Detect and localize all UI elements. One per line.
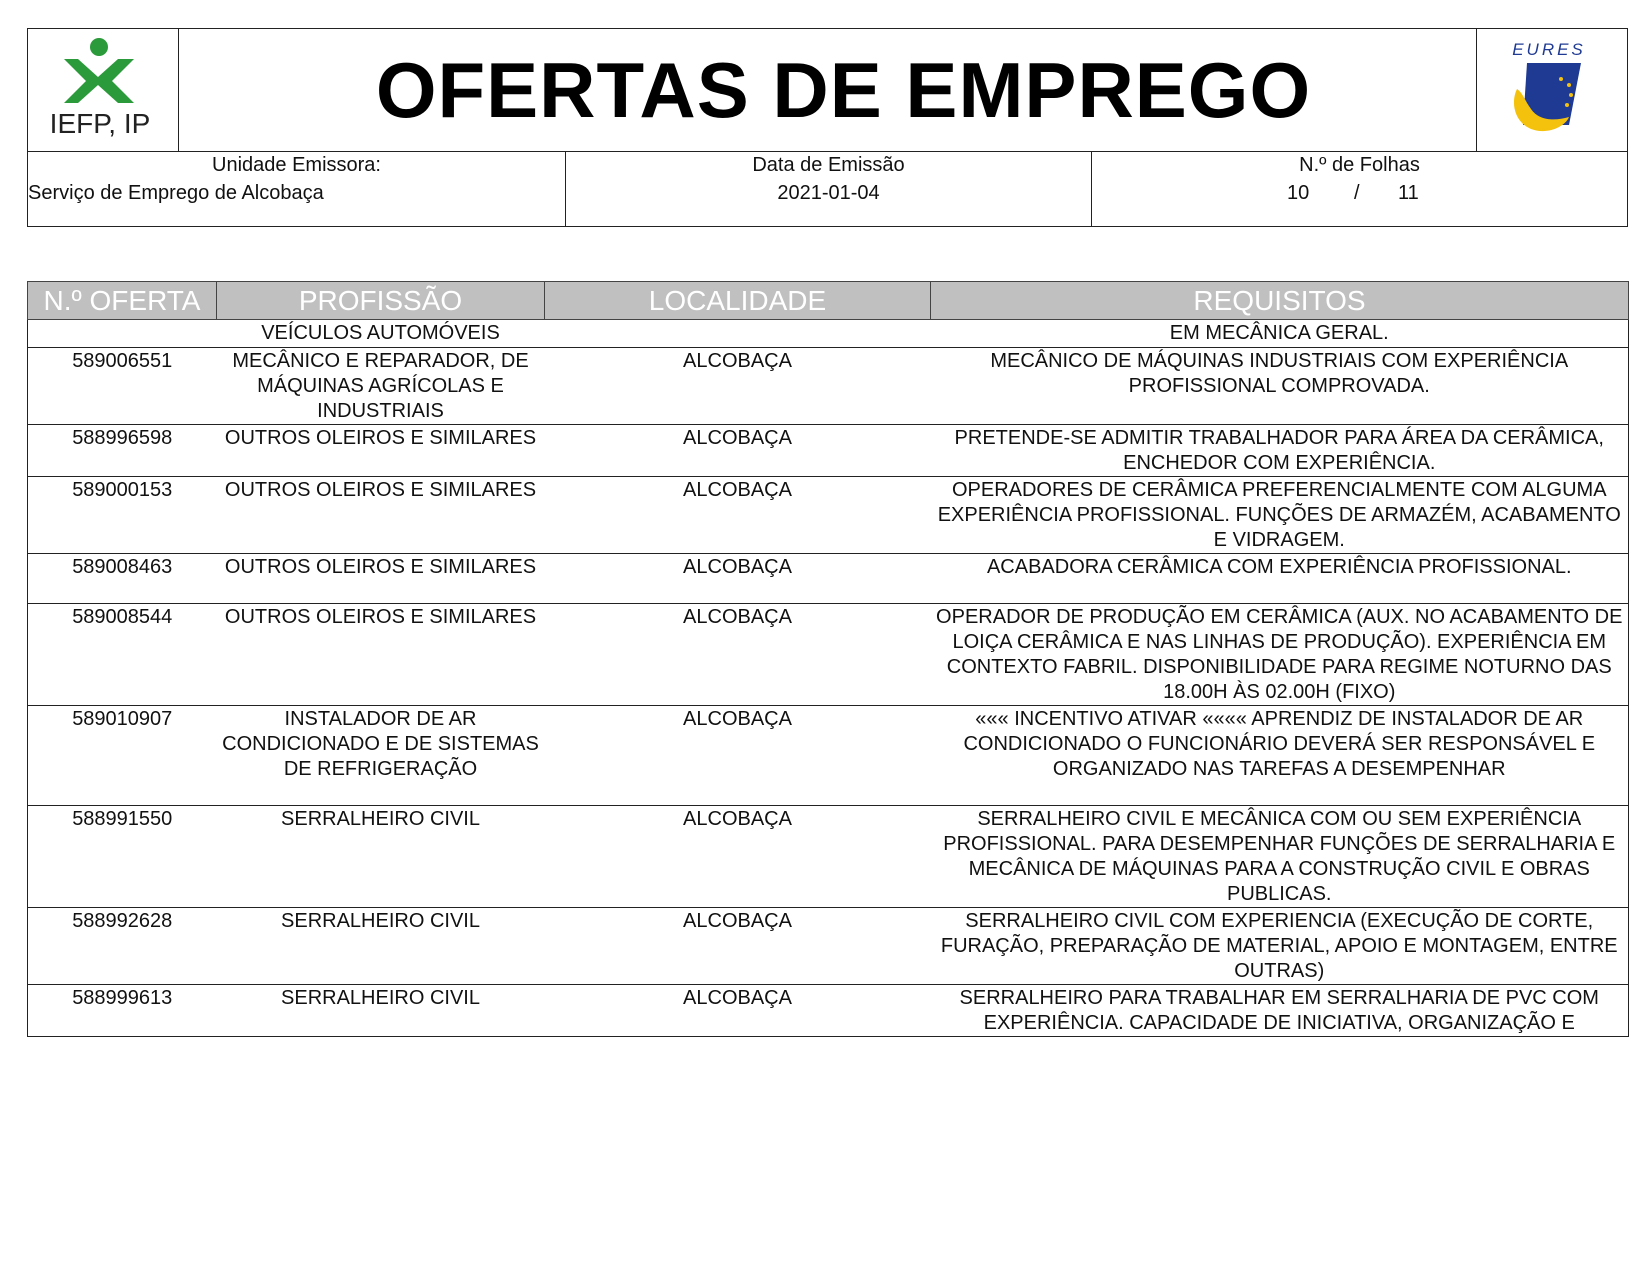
table-row — [28, 348, 1629, 425]
cell-localidade: ALCOBAÇA — [545, 908, 931, 985]
col-header-requisitos: REQUISITOS — [931, 282, 1629, 320]
cell-profissao: SERRALHEIRO CIVIL — [217, 806, 545, 908]
eures-logo-icon — [1477, 29, 1627, 150]
cell-oferta: 588996598 — [28, 425, 217, 477]
table-row — [28, 477, 1629, 554]
data-value: 2021-01-04 — [777, 182, 880, 204]
cell-oferta: 588999613 — [28, 985, 217, 1037]
cell-profissao: OUTROS OLEIROS E SIMILARES — [217, 554, 545, 604]
document-header — [27, 28, 1628, 227]
cell-localidade: ALCOBAÇA — [545, 554, 931, 604]
cell-requisitos: MECÂNICO DE MÁQUINAS INDUSTRIAIS COM EXPERIÊNCIA PROFISSIONAL COMPROVADA. — [931, 348, 1629, 425]
cell-oferta: 589010907 — [28, 706, 217, 806]
cell-requisitos: ACABADORA CERÂMICA COM EXPERIÊNCIA PROFISSIONAL. — [931, 554, 1629, 604]
folha-atual: 10 — [1287, 182, 1310, 204]
page-title: OFERTAS DE EMPREGO — [375, 45, 1312, 134]
cell-profissao: INSTALADOR DE AR CONDICIONADO E DE SISTEMAS DE REFRIGERAÇÃO — [217, 706, 545, 806]
table-row — [28, 320, 1629, 348]
cell-localidade: ALCOBAÇA — [545, 706, 931, 806]
title-box — [179, 29, 1508, 151]
cell-profissao: OUTROS OLEIROS E SIMILARES — [217, 425, 545, 477]
numero-folhas — [1092, 152, 1627, 227]
table-row — [28, 908, 1629, 985]
cell-profissao: SERRALHEIRO CIVIL — [217, 908, 545, 985]
folha-total: 11 — [1398, 182, 1419, 204]
iefp-logo — [28, 29, 179, 151]
cell-localidade: ALCOBAÇA — [545, 985, 931, 1037]
cell-requisitos: OPERADOR DE PRODUÇÃO EM CERÂMICA (AUX. NO ACABAMENTO DE LOIÇA CERÂMICA E NAS LINHAS DE PRODUÇÃO). EXPERIÊNCIA EM CONTEXTO FABRIL. DISPONIBILIDADE PARA REGIME NOTURNO DAS 18.00H ÀS 02.00H (FIXO) — [931, 604, 1629, 706]
cell-oferta: 589008544 — [28, 604, 217, 706]
data-emissao — [566, 152, 1092, 227]
cell-requisitos: ««« INCENTIVO ATIVAR «««« APRENDIZ DE INSTALADOR DE AR CONDICIONADO O FUNCIONÁRIO DEVERÁ SER RESPONSÁVEL E ORGANIZADO NAS TAREFAS A DESEMPENHAR — [931, 706, 1629, 806]
cell-localidade: ALCOBAÇA — [545, 477, 931, 554]
eures-logo — [1476, 29, 1627, 151]
cell-oferta: 588991550 — [28, 806, 217, 908]
unidade-label: Unidade Emissora: — [212, 154, 381, 176]
unidade-emissora — [28, 152, 566, 227]
iefp-logo-icon — [28, 29, 178, 150]
folhas-label: N.º de Folhas — [1299, 154, 1420, 176]
cell-profissao: SERRALHEIRO CIVIL — [217, 985, 545, 1037]
cell-localidade: ALCOBAÇA — [545, 348, 931, 425]
folha-sep: / — [1354, 182, 1360, 204]
table-row — [28, 985, 1629, 1037]
cell-requisitos: OPERADORES DE CERÂMICA PREFERENCIALMENTE COM ALGUMA EXPERIÊNCIA PROFISSIONAL. FUNÇÕES DE ARMAZÉM, ACABAMENTO E VIDRAGEM. — [931, 477, 1629, 554]
data-label: Data de Emissão — [752, 154, 905, 176]
cell-profissao: OUTROS OLEIROS E SIMILARES — [217, 477, 545, 554]
cell-requisitos: SERRALHEIRO PARA TRABALHAR EM SERRALHARIA DE PVC COM EXPERIÊNCIA. CAPACIDADE DE INICIATIVA, ORGANIZAÇÃO E — [931, 985, 1629, 1037]
cell-oferta — [28, 320, 217, 348]
col-header-localidade: LOCALIDADE — [545, 282, 931, 320]
cell-requisitos: EM MECÂNICA GERAL. — [931, 320, 1629, 348]
table-row — [28, 554, 1629, 604]
table-header-row — [28, 282, 1629, 320]
cell-oferta: 588992628 — [28, 908, 217, 985]
table-row — [28, 425, 1629, 477]
cell-requisitos: SERRALHEIRO CIVIL E MECÂNICA COM OU SEM EXPERIÊNCIA PROFISSIONAL. PARA DESEMPENHAR FUNÇÕES DE SERRALHARIA E MECÂNICA DE MÁQUINAS PARA A CONSTRUÇÃO CIVIL E OBRAS PUBLICAS. — [931, 806, 1629, 908]
meta-row — [28, 151, 1627, 226]
cell-oferta: 589008463 — [28, 554, 217, 604]
cell-profissao: OUTROS OLEIROS E SIMILARES — [217, 604, 545, 706]
iefp-logo-text: IEFP, IP — [49, 108, 151, 139]
col-header-oferta: N.º OFERTA — [28, 282, 217, 320]
table-row — [28, 706, 1629, 806]
cell-localidade — [545, 320, 931, 348]
eures-logo-text: EURES — [1512, 40, 1586, 59]
col-header-profissao: PROFISSÃO — [217, 282, 545, 320]
table-row — [28, 806, 1629, 908]
cell-requisitos: PRETENDE-SE ADMITIR TRABALHADOR PARA ÁREA DA CERÂMICA, ENCHEDOR COM EXPERIÊNCIA. — [931, 425, 1629, 477]
cell-localidade: ALCOBAÇA — [545, 806, 931, 908]
cell-profissao: MECÂNICO E REPARADOR, DE MÁQUINAS AGRÍCOLAS E INDUSTRIAIS — [217, 348, 545, 425]
unidade-value: Serviço de Emprego de Alcobaça — [28, 182, 324, 204]
job-offers-table — [27, 281, 1629, 1037]
cell-requisitos: SERRALHEIRO CIVIL COM EXPERIENCIA (EXECUÇÃO DE CORTE, FURAÇÃO, PREPARAÇÃO DE MATERIAL, APOIO E MONTAGEM, ENTRE OUTRAS) — [931, 908, 1629, 985]
cell-oferta: 589000153 — [28, 477, 217, 554]
cell-profissao: VEÍCULOS AUTOMÓVEIS — [217, 320, 545, 348]
table-row — [28, 604, 1629, 706]
cell-localidade: ALCOBAÇA — [545, 604, 931, 706]
cell-localidade: ALCOBAÇA — [545, 425, 931, 477]
cell-oferta: 589006551 — [28, 348, 217, 425]
